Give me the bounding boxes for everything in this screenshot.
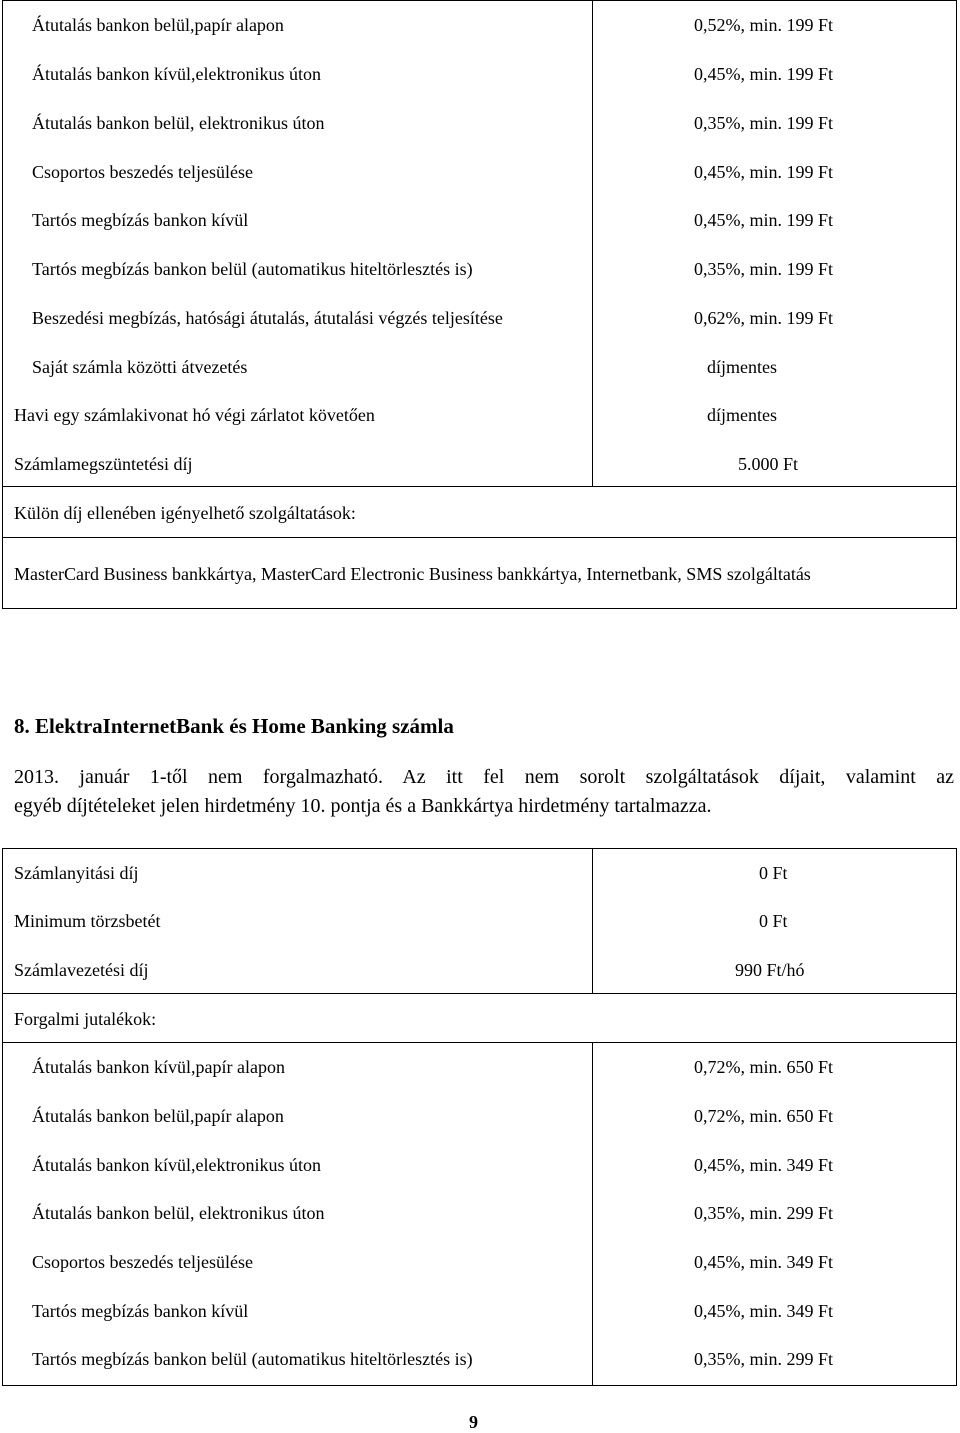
table-row-label: Átutalás bankon kívül,papír alapon bbox=[32, 1057, 285, 1077]
table-row-value: 0,72%, min. 650 Ft bbox=[694, 1057, 834, 1077]
table-row-label: Számlavezetési díj bbox=[14, 960, 149, 980]
table-border bbox=[2, 0, 3, 609]
extra-services-label: Külön díj ellenében igényelhető szolgáltatások: bbox=[14, 503, 356, 523]
table-row-value: 0,45%, min. 199 Ft bbox=[694, 162, 834, 182]
table-row-value: 0,45%, min. 199 Ft bbox=[694, 64, 834, 84]
table-row-label: Tartós megbízás bankon kívül bbox=[32, 1301, 249, 1321]
table-row-value: 0,35%, min. 199 Ft bbox=[694, 259, 834, 279]
table-row-label: Átutalás bankon belül, elektronikus úton bbox=[32, 1203, 325, 1223]
column-divider bbox=[592, 848, 593, 993]
table-divider bbox=[2, 1042, 957, 1043]
table-row-value: 0,45%, min. 199 Ft bbox=[694, 210, 834, 230]
table-border bbox=[2, 848, 3, 1386]
table-divider bbox=[2, 993, 957, 994]
table-border bbox=[2, 608, 957, 609]
column-divider bbox=[592, 1042, 593, 1386]
table-row-label: Számlanyitási díj bbox=[14, 863, 139, 883]
section-heading: 8. ElektraInternetBank és Home Banking számla bbox=[14, 714, 454, 738]
column-divider bbox=[592, 0, 593, 486]
paragraph-line: 2013. január 1-től nem forgalmazható. Az itt fel nem sorolt szolgáltatások díjait, valamint az bbox=[14, 766, 954, 788]
table-row-value: 5.000 Ft bbox=[738, 454, 799, 474]
table-row-value: 0,45%, min. 349 Ft bbox=[694, 1301, 834, 1321]
table-row-label: Átutalás bankon kívül,elektronikus úton bbox=[32, 1155, 321, 1175]
table-row-label: Tartós megbízás bankon belül (automatikus hiteltörlesztés is) bbox=[32, 259, 473, 279]
table-row-value: 0,35%, min. 199 Ft bbox=[694, 113, 834, 133]
paragraph-line: egyéb díjtételeket jelen hirdetmény 10. pontja és a Bankkártya hirdetmény tartalmazza. bbox=[14, 795, 712, 817]
table-row-label: Tartós megbízás bankon kívül bbox=[32, 210, 249, 230]
table-row-label: Csoportos beszedés teljesülése bbox=[32, 1252, 253, 1272]
table-row-label: Átutalás bankon belül,papír alapon bbox=[32, 1106, 284, 1126]
table-border bbox=[2, 1385, 957, 1386]
fee-table-1 bbox=[2, 0, 957, 609]
table-row-label: Átutalás bankon kívül,elektronikus úton bbox=[32, 64, 321, 84]
table-row-label: Saját számla közötti átvezetés bbox=[32, 357, 248, 377]
table-row-value: 0,45%, min. 349 Ft bbox=[694, 1252, 834, 1272]
table-border bbox=[2, 0, 957, 1]
extra-services-list: MasterCard Business bankkártya, MasterCard Electronic Business bankkártya, Internetbank, SMS szolgáltatás bbox=[14, 564, 811, 584]
section-paragraph bbox=[14, 763, 954, 821]
fee-table-2 bbox=[2, 848, 957, 1386]
table-border bbox=[956, 0, 957, 609]
table-row-value: 0,35%, min. 299 Ft bbox=[694, 1349, 834, 1369]
table-row-value: 0,35%, min. 299 Ft bbox=[694, 1203, 834, 1223]
table-divider bbox=[2, 537, 957, 538]
table-row-value: 0,62%, min. 199 Ft bbox=[694, 308, 834, 328]
table-row-label: Csoportos beszedés teljesülése bbox=[32, 162, 253, 182]
table-row-value: díjmentes bbox=[707, 405, 777, 425]
table-row-value: díjmentes bbox=[707, 357, 777, 377]
table-row-label: Beszedési megbízás, hatósági átutalás, átutalási végzés teljesítése bbox=[32, 308, 503, 328]
table-row-value: 0 Ft bbox=[759, 863, 788, 883]
table-row-label: Átutalás bankon belül, elektronikus úton bbox=[32, 113, 325, 133]
table-row-value: 0,45%, min. 349 Ft bbox=[694, 1155, 834, 1175]
table-border bbox=[2, 848, 957, 849]
table-row-label: Átutalás bankon belül,papír alapon bbox=[32, 15, 284, 35]
table-row-value: 0 Ft bbox=[759, 911, 788, 931]
table-row-label: Havi egy számlakivonat hó végi zárlatot követően bbox=[14, 405, 375, 425]
table-row-value: 0,72%, min. 650 Ft bbox=[694, 1106, 834, 1126]
table-row-value: 990 Ft/hó bbox=[735, 960, 805, 980]
table-row-value: 0,52%, min. 199 Ft bbox=[694, 15, 834, 35]
commissions-label: Forgalmi jutalékok: bbox=[14, 1009, 157, 1029]
page-number: 9 bbox=[469, 1412, 478, 1432]
table-divider bbox=[2, 486, 957, 487]
table-row-label: Tartós megbízás bankon belül (automatikus hiteltörlesztés is) bbox=[32, 1349, 473, 1369]
table-row-label: Minimum törzsbetét bbox=[14, 911, 161, 931]
table-row-label: Számlamegszüntetési díj bbox=[14, 454, 193, 474]
